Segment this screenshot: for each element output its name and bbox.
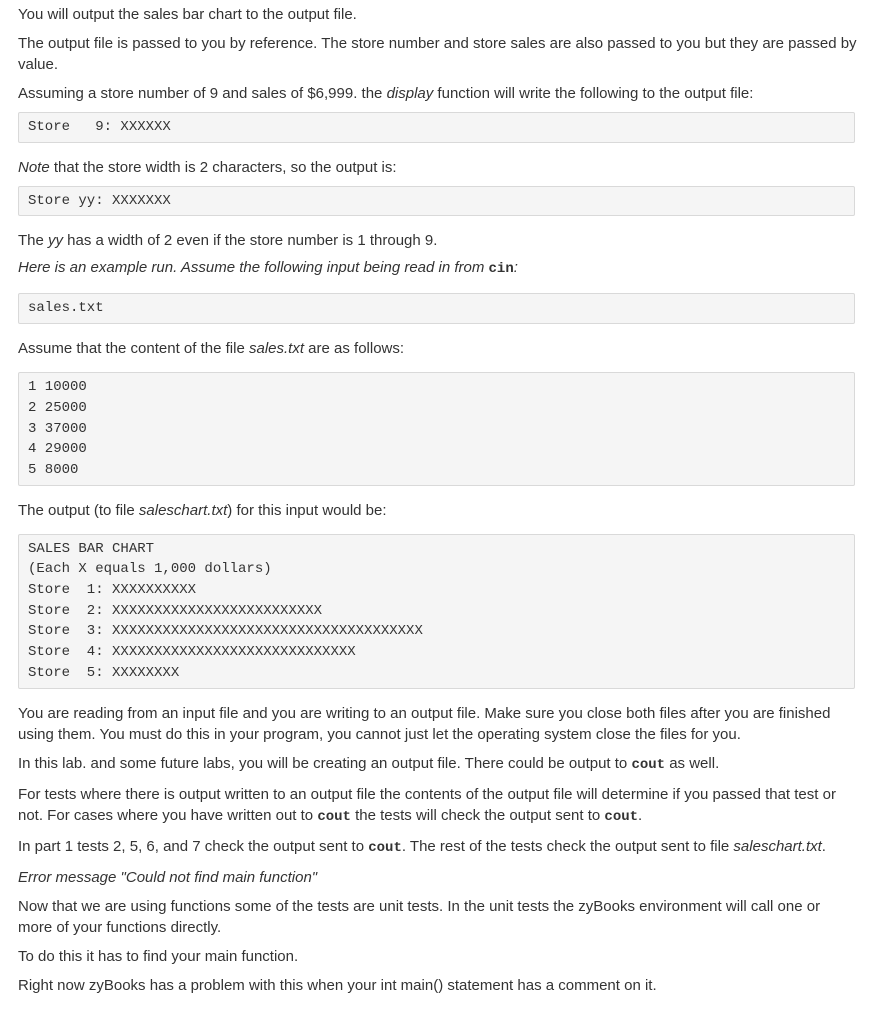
code-line: sales.txt <box>28 300 104 317</box>
text: For tests where there is output written to an output file the contents of the output file will determine if you passed that test or not. For cases where you have written out to <box>18 785 836 824</box>
paragraph-file-content <box>18 338 857 359</box>
text: the tests will check the output sent to <box>350 806 605 824</box>
emphasis: Note <box>18 158 50 176</box>
code-input-filename <box>18 293 855 324</box>
text: ) for this input would be: <box>227 501 387 519</box>
paragraph-main-comment: Right now zyBooks has a problem with this when your int main() statement has a comment on it. <box>18 976 657 994</box>
text: The <box>18 232 49 250</box>
inline-code: cout <box>317 808 351 825</box>
text: . The rest of the tests check the output sent to file <box>401 837 734 855</box>
code-line: Store 5: XXXXXXXX <box>28 664 180 681</box>
text: are as follows: <box>304 340 405 358</box>
code-sales-file-content <box>18 372 855 486</box>
text: as well. <box>665 754 720 772</box>
code-line: Store yy: XXXXXXX <box>28 192 171 209</box>
code-line: Store 1: XXXXXXXXXX <box>28 582 197 599</box>
emphasis: display <box>386 85 434 102</box>
code-line: Store 4: XXXXXXXXXXXXXXXXXXXXXXXXXXXXX <box>28 644 356 661</box>
text: . <box>638 806 643 824</box>
code-example-store-9 <box>18 112 855 143</box>
text: . <box>821 837 826 855</box>
code-line: Store 9: XXXXXX <box>28 119 171 135</box>
code-line: 4 29000 <box>28 441 87 458</box>
emphasis: sales.txt <box>248 340 305 358</box>
text: function will write the following to the output file: <box>433 85 754 102</box>
emphasis: saleschart.txt <box>138 501 228 519</box>
text: Assuming a store number of 9 and sales of $6,999. the <box>18 85 387 102</box>
code-line: (Each X equals 1,000 dollars) <box>28 561 272 578</box>
code-line: 2 25000 <box>28 399 87 416</box>
paragraph-output-file <box>18 753 857 776</box>
text: The output (to file <box>18 501 139 519</box>
inline-code: cout <box>631 756 666 773</box>
text: In part 1 tests 2, 5, 6, and 7 check the output sent to <box>18 837 369 855</box>
emphasis: : <box>513 259 518 277</box>
paragraph-close-files: You are reading from an input file and you are writing to an output file. Make sure you close both files after you are finished using them. You must do this in your program, you cannot just let the operating system close the files for you. <box>18 704 831 743</box>
text: that the store width is 2 characters, so the output is: <box>49 158 397 176</box>
paragraph-find-main: To do this it has to find your main function. <box>18 947 299 965</box>
text: Assume that the content of the file <box>18 340 249 358</box>
code-line: 3 37000 <box>28 420 87 437</box>
inline-code: cout <box>368 839 402 856</box>
inline-code: cout <box>604 808 639 825</box>
code-line: SALES BAR CHART <box>28 540 155 557</box>
emphasis: saleschart.txt <box>733 837 822 855</box>
text: In this lab. and some future labs, you will be creating an output file. There could be output to <box>18 754 632 772</box>
emphasis: yy <box>48 232 64 250</box>
paragraph-unit-tests: Now that we are using functions some of the tests are unit tests. In the unit tests the zyBooks environment will call one or more of your functions directly. <box>18 897 821 936</box>
code-line: Store 3: XXXXXXXXXXXXXXXXXXXXXXXXXXXXXXXXXXXXX <box>28 623 423 640</box>
paragraph-example-run <box>18 257 857 280</box>
inline-code: cin <box>488 261 514 278</box>
paragraph-width <box>18 230 857 251</box>
paragraph-reference: The output file is passed to you by reference. The store number and store sales are also passed to you but they are passed by value. <box>18 35 857 73</box>
paragraph-output-intro <box>18 500 857 521</box>
code-line: 1 10000 <box>28 379 87 396</box>
paragraph-note <box>18 157 857 178</box>
paragraph-part1-tests <box>18 836 857 859</box>
text: has a width of 2 even if the store number is 1 through 9. <box>63 232 438 250</box>
emphasis: Here is an example run. Assume the following input being read in from <box>18 259 489 277</box>
code-line: 5 8000 <box>28 461 79 478</box>
code-sales-bar-chart-output <box>18 534 855 689</box>
paragraph-assuming <box>18 83 857 104</box>
code-example-store-yy <box>18 186 855 217</box>
paragraph-intro: You will output the sales bar chart to the output file. <box>18 6 357 23</box>
code-line: Store 2: XXXXXXXXXXXXXXXXXXXXXXXXX <box>28 602 323 619</box>
paragraph-error-heading: Error message "Could not find main function" <box>18 868 318 886</box>
paragraph-tests <box>18 784 857 828</box>
